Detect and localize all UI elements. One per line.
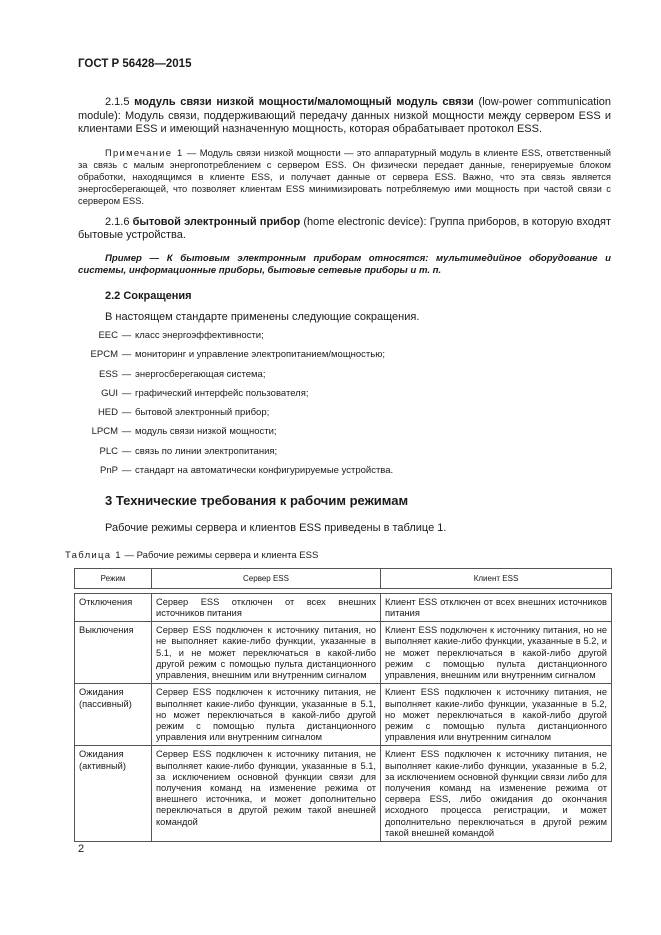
abbreviation-item: ESS — энергосберегающая система; [98, 368, 266, 380]
header-mode: Режим [75, 568, 152, 588]
cell-client: Клиент ESS отключен от всех внешних источников питания [381, 593, 612, 621]
section-3-intro: Рабочие режимы сервера и клиентов ESS приведены в таблице 1. [105, 522, 447, 535]
note-label: Примечание 1 [105, 146, 184, 158]
page-content [65, 96, 611, 842]
cell-server: Сервер ESS подключен к источнику питания, не выполняет какие-либо функции, указанные в 5.1, но может переключаться в какой-либо другой режим с помощью пульта дистанционного управления или внутренним сигналом [152, 684, 381, 746]
clause-definition: : Модуль связи, поддерживающий передачу данных низкой мощности между сервером ESS и клиентами ESS и имеющий назначенную мощность, которая обрабатывает протокол ESS. [78, 109, 611, 135]
abbreviation-item: HED — бытовой электронный прибор; [97, 407, 270, 419]
cell-mode: Выключения [75, 622, 152, 684]
table-row [75, 622, 612, 684]
cell-client: Клиент ESS подключен к источнику питания, не выполняет какие-либо функции, указанные в 5.2, но может переключаться в какой-либо другой режим с помощью пульта дистанционного управления или внутренним сигналом [381, 684, 612, 746]
clause-term: модуль связи низкой мощности/маломощный модуль связи [134, 96, 474, 108]
example-note: Пример — К бытовым электронным приборам относятся: мультимедийное оборудование и системы, информационные приборы, бытовые сетевые приборы и т. п. [78, 252, 611, 276]
clause-term-english: (low-power communication module) [78, 96, 611, 122]
table-header-row [75, 568, 612, 588]
cell-server: Сервер ESS подключен к источнику питания, не выполняет какие-либо функции, указанные в 5.1, за исключением основной функции связи для получения команд на изменение режима от внешнего источника, и может дополнительно переключаться в другой режим такой внешней командой [152, 746, 381, 842]
cell-client: Клиент ESS подключен к источнику питания, не выполняет какие-либо функции, указанные в 5.2, за исключением основной функции связи либо для получения команд на изменение режима от сервера ESS, либо ожидания до окончания исходного процесса регистрации, и может дополнительно переключаться в другой режим такой внешней командой [381, 746, 612, 842]
modes-table [74, 568, 612, 842]
clause-number: 2.1.5 [105, 96, 130, 108]
section-3-heading: 3 Технические требования к рабочим режимам [105, 493, 409, 509]
clause-number: 2.1.6 [105, 215, 130, 228]
cell-mode: Ожидания (пассивный) [75, 684, 152, 746]
header-server: Сервер ESS [152, 568, 381, 588]
table-row [75, 593, 612, 621]
abbreviation-item: EEC — класс энергоэффективности; [98, 330, 264, 341]
cell-mode: Отключения [75, 593, 152, 621]
cell-client: Клиент ESS подключен к источнику питания, но не выполняет какие-либо функции, указанные в 5.2, и не может переключаться в какой-либо другой режим с помощью пульта дистанционного управления, внешним или внутренним сигналом [381, 622, 612, 684]
abbreviation-item: GUI — графический интерфейс пользователя; [101, 387, 309, 399]
abbreviation-item: LPCM — модуль связи низкой мощности; [91, 426, 277, 438]
section-2-2-heading: 2.2 Сокращения [105, 289, 192, 302]
cell-server: Сервер ESS отключен от всех внешних источников питания [152, 593, 381, 621]
clause-term: бытовой электронный прибор [132, 215, 301, 228]
clause-2-1-5 [78, 96, 611, 137]
cell-server: Сервер ESS подключен к источнику питания, но не выполняет какие-либо функции, указанные в 5.1, и не может переключаться в какой-либо другой режим с помощью пульта дистанционного управления, внешним или внутренним сигналом [152, 622, 381, 684]
note-1 [78, 147, 611, 207]
table-row [75, 684, 612, 746]
abbreviations-intro: В настоящем стандарте применены следующие сокращения. [105, 310, 420, 323]
clause-2-1-6 [78, 216, 611, 243]
table-caption [65, 550, 611, 562]
abbreviation-item: PLC — связь по линии электропитания; [99, 445, 278, 457]
header-client: Клиент ESS [381, 568, 612, 588]
table-caption-text: — Рабочие режимы сервера и клиента ESS [121, 549, 319, 561]
clause-definition: : Группа приборов, в которую входят бытовые устройства. [78, 215, 611, 241]
page-number: 2 [78, 843, 85, 855]
table-caption-label: Таблица 1 [65, 549, 122, 561]
cell-mode: Ожидания (активный) [75, 746, 152, 842]
table-row [75, 746, 612, 842]
document-header: ГОСТ Р 56428—2015 [78, 58, 192, 70]
abbreviation-list [78, 326, 611, 480]
clause-term-english: (home electronic device) [303, 215, 424, 228]
abbreviation-item: EPCM — мониторинг и управление электропитанием/мощностью; [90, 349, 385, 361]
note-text: — Модуль связи низкой мощности — это аппаратурный модуль в клиенте ESS, ответственный за связь с малым энергопотреблением с сервером ESS. Он физически передает данные, генерируемые блоком обработки, находящимся в клиенте ESS, и получает данные от сервера ESS. Важно, что эта связь является энергосберегающей, что позволяет клиентам ESS минимизировать потребляемую ими мощность при частой связи с сервером ESS. [78, 146, 611, 206]
abbreviation-item: PnP — стандарт на автоматически конфигурируемые устройства. [100, 465, 394, 477]
